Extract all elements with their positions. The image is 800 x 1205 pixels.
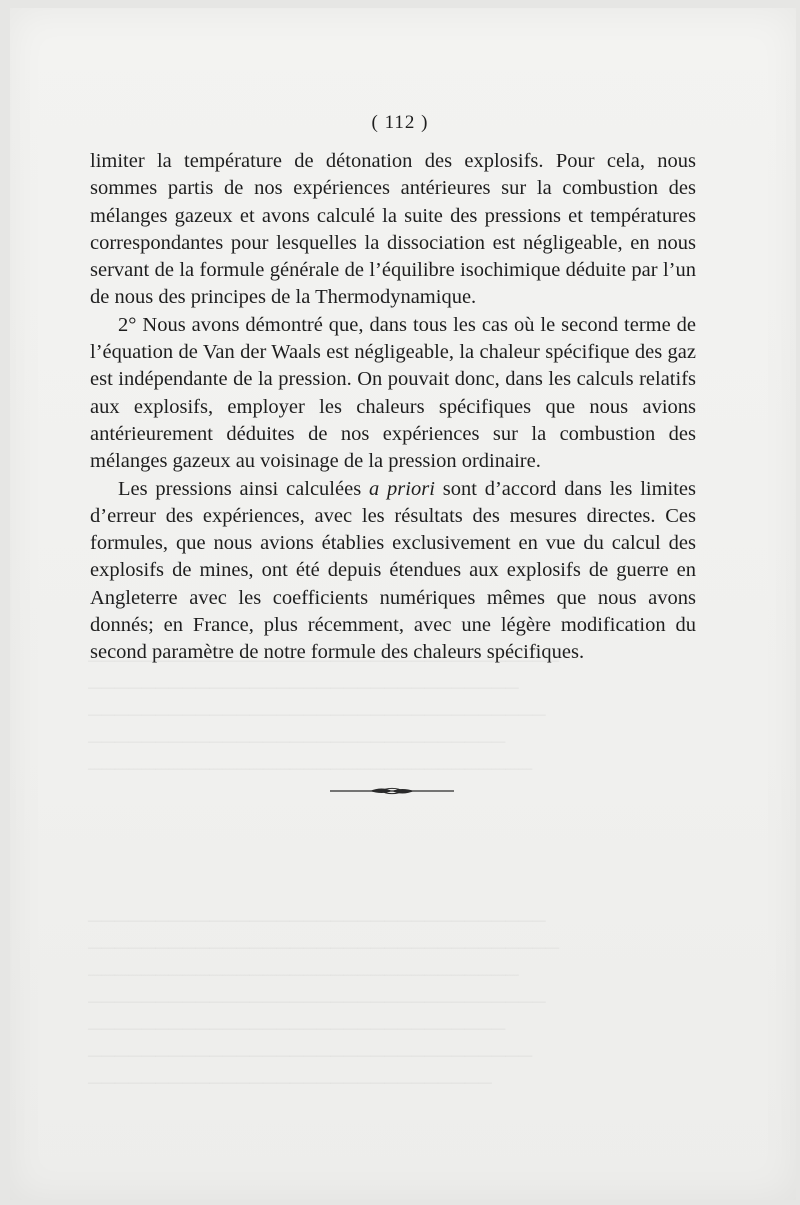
ornamental-separator	[330, 784, 454, 798]
bleed-through-text	[88, 648, 718, 783]
paragraph-2: 2° Nous avons démontré que, dans tous les cas où le second terme de l’équation de Van der Waals est négligeable, la chaleur spécifique des gaz est indépendante de la pression. On pouvait donc, dans les calculs relatifs aux explosifs, employer les chaleurs spécifiques que nous avions antérieurement déduites de nos expériences sur la combustion des mélanges gazeux au voisinage de la pression ordinaire.	[90, 313, 696, 473]
page-number: ( 112 )	[371, 112, 429, 133]
body-text	[90, 148, 696, 667]
italic-phrase: a priori	[368, 477, 435, 500]
paragraph-1: limiter la température de détonation des explosifs. Pour cela, nous sommes partis de nos expériences antérieures sur la combustion des mélanges gazeux et avons calculé la suite des pressions et températures correspondantes pour lesquelles la dissociation est négligeable, en nous servant de la formule générale de l’équilibre isochimique déduite par l’un de nous des principes de la Thermodynamique.	[90, 150, 696, 309]
paragraph-3-end: sont d’accord dans les limites d’erreur des expériences, avec les résultats des mesures directes. Ces formules, que nous avions établies exclusivement en vue du calcul des explosifs de mines, ont été depuis étendues aux explosifs de guerre en Angleterre avec les coefficients numériques mêmes que nous avons donnés; en France, plus récemment, avec une légère modification du second paramètre de notre formule des chaleurs spécifiques.	[90, 477, 696, 664]
paragraph-3-start: Les pressions ainsi calculées	[118, 477, 369, 500]
bleed-through-text-lower	[88, 908, 718, 1097]
paragraph-3	[90, 476, 696, 667]
